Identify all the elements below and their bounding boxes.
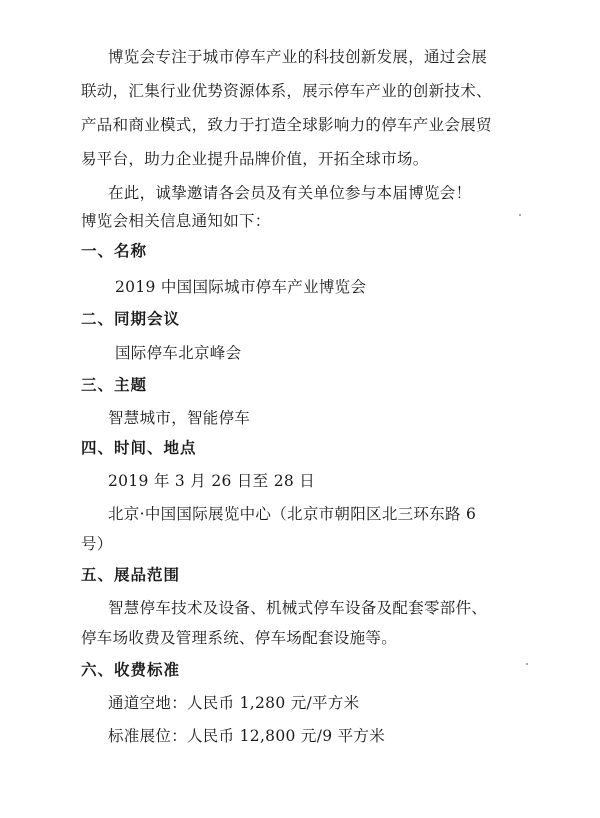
section-exhibits-text-2: 停车场收费及管理系统、停车场配套设施等。: [81, 629, 398, 647]
section-place-text-1: 北京·中国国际展览中心（北京市朝阳区北三环东路 6: [108, 505, 477, 523]
section-time-text: 2019 年 3 月 26 日至 28 日: [108, 472, 316, 490]
section-theme-text: 智慧城市，智能停车: [108, 409, 251, 427]
scan-speck: [526, 663, 528, 665]
intro-line-4: 易平台，助力企业提升品牌价值，开拓全球市场。: [81, 150, 429, 168]
invite-line: 在此，诚挚邀请各会员及有关单位参与本届博览会！: [108, 184, 472, 202]
section-exhibits-text-1: 智慧停车技术及设备、机械式停车设备及配套零部件、: [108, 599, 488, 617]
notice-line: 博览会相关信息通知如下：: [81, 212, 271, 230]
scan-speck: [519, 214, 521, 216]
section-heading-name: 一、名称: [81, 241, 148, 260]
section-conference-text: 国际停车北京峰会: [115, 344, 242, 362]
intro-line-2: 联动，汇集行业优势资源体系，展示停车产业的创新技术、: [81, 82, 492, 100]
section-heading-theme: 三、主题: [81, 375, 148, 394]
section-fees-text-1: 通道空地：人民币 1,280 元/平方米: [108, 694, 360, 712]
section-name-text: 2019 中国国际城市停车产业博览会: [115, 278, 367, 296]
section-heading-conference: 二、同期会议: [81, 309, 181, 328]
intro-line-1: 博览会专注于城市停车产业的科技创新发展，通过会展: [108, 48, 488, 66]
intro-line-3: 产品和商业模式，致力于打造全球影响力的停车产业会展贸: [81, 116, 492, 134]
section-heading-fees: 六、收费标准: [81, 660, 181, 679]
section-heading-exhibits: 五、展品范围: [81, 565, 181, 584]
section-fees-text-2: 标准展位：人民币 12,800 元/9 平方米: [108, 727, 386, 745]
section-place-text-2: 号）: [81, 535, 113, 553]
section-heading-time-place: 四、时间、地点: [81, 438, 197, 457]
